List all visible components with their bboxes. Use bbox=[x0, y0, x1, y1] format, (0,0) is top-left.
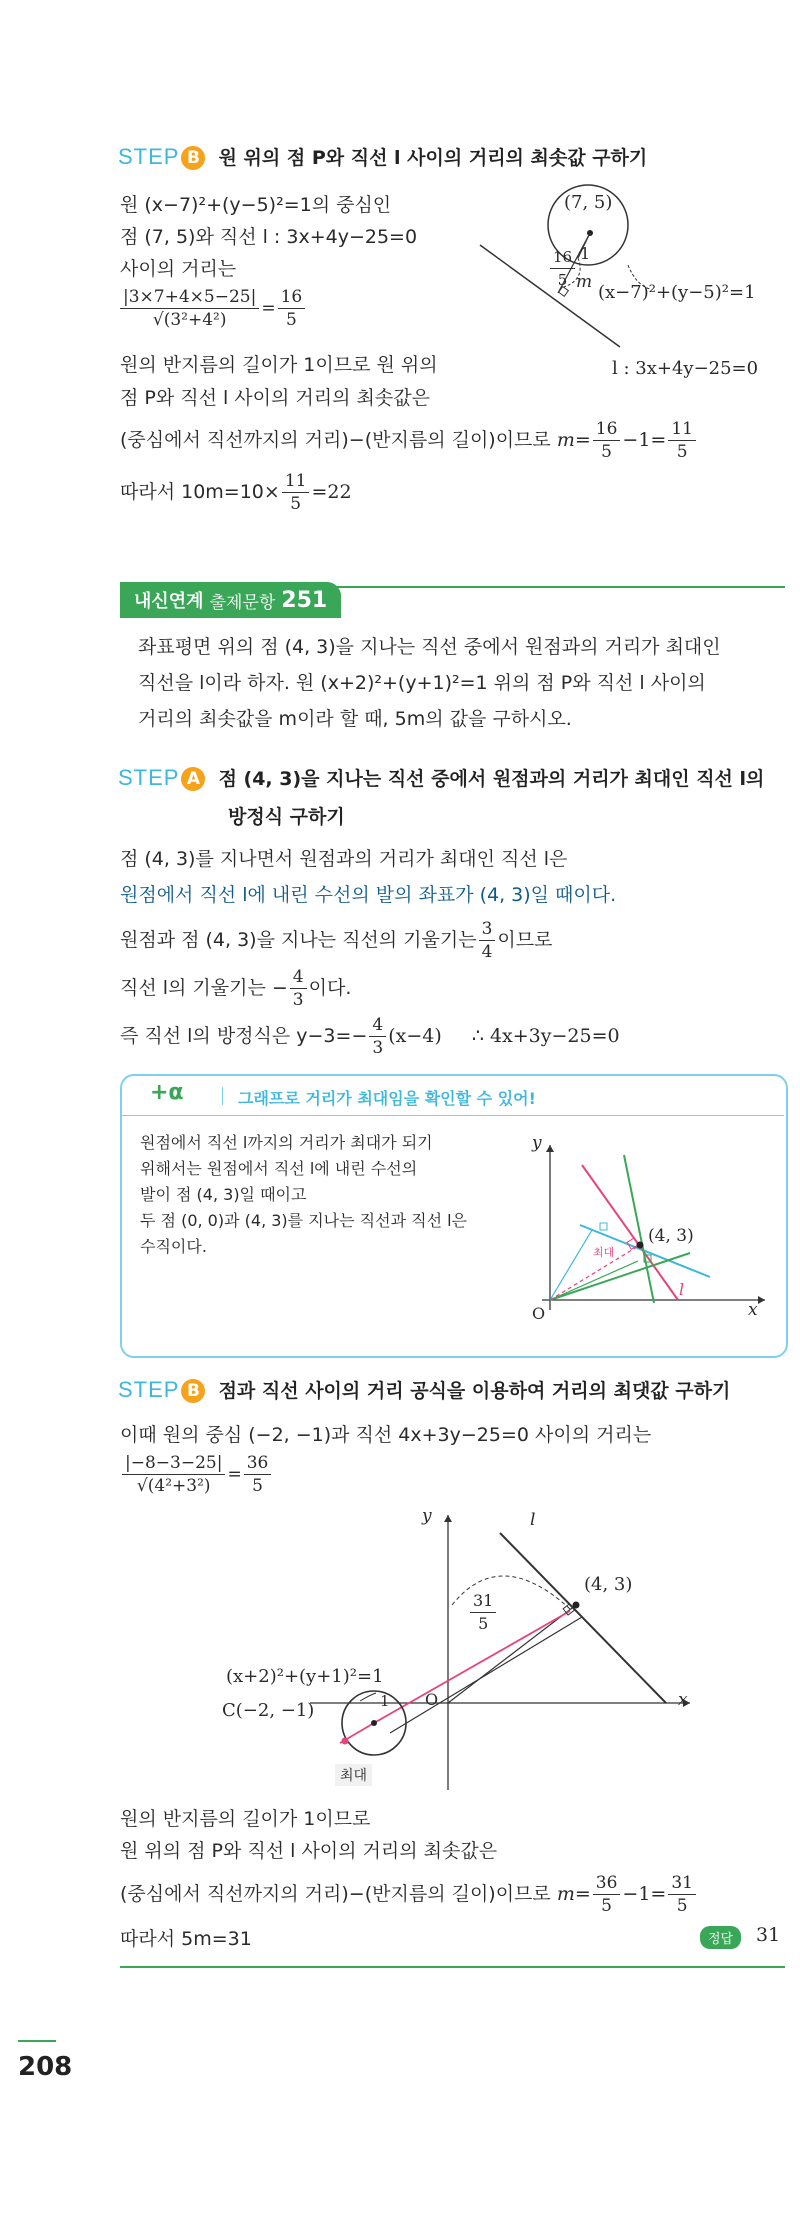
step-letter-badge: A bbox=[181, 767, 205, 791]
y-axis-arrow bbox=[546, 1145, 554, 1152]
line7-text: (중심에서 직선까지의 거리)−(반지름의 길이)이므로 bbox=[120, 429, 551, 451]
line5-expr: (x−4) bbox=[388, 1025, 442, 1047]
frac-num: 11 bbox=[282, 470, 310, 493]
fig1-dist-den: 5 bbox=[557, 271, 568, 289]
tip-line4: 두 점 (0, 0)과 (4, 3)를 지나는 직선과 직선 l은 bbox=[140, 1211, 468, 1230]
figure-circle-line-2 bbox=[300, 1505, 700, 1805]
fig3-point-label: (4, 3) bbox=[584, 1574, 633, 1595]
mid-expr: −1= bbox=[622, 429, 667, 451]
formula-numerator: |3×7+4×5−25| bbox=[120, 286, 259, 309]
fig3-circle-eq: (x+2)²+(y+1)²=1 bbox=[226, 1666, 384, 1687]
fig3-distance-label bbox=[468, 1590, 498, 1635]
step-b2-line2: 원의 반지름의 길이가 1이므로 bbox=[120, 1808, 371, 1830]
step-a-line5 bbox=[120, 1014, 620, 1059]
fig3-l-label: l bbox=[530, 1510, 536, 1530]
problem-line1: 좌표평면 위의 점 (4, 3)을 지나는 직선 중에서 원점과의 거리가 최대인 bbox=[138, 636, 721, 658]
tip-figure bbox=[520, 1125, 770, 1340]
line3-suffix: 이므로 bbox=[497, 929, 553, 951]
frac1-num: 36 bbox=[593, 1872, 621, 1895]
fig1-center-label: (7, 5) bbox=[564, 192, 613, 213]
step-label: STEP bbox=[118, 144, 180, 169]
fig3-x-label: x bbox=[678, 1690, 688, 1710]
formula-denominator: √(3²+4²) bbox=[152, 310, 227, 330]
formula-numerator: |−8−3−25| bbox=[122, 1452, 225, 1475]
tip-fig-x-label: x bbox=[748, 1300, 758, 1320]
tip-line2: 위해서는 원점에서 직선 l에 내린 수선의 bbox=[140, 1159, 418, 1178]
step-a-line1: 점 (4, 3)를 지나면서 원점과의 거리가 최대인 직선 l은 bbox=[120, 848, 568, 870]
step-b1-line3: 사이의 거리는 bbox=[120, 258, 237, 280]
fig3-dist-den: 5 bbox=[478, 1614, 489, 1633]
fig3-origin: O bbox=[425, 1690, 439, 1709]
tip-title: 그래프로 거리가 최대임을 확인할 수 있어! bbox=[238, 1089, 536, 1108]
step-b1-line1: 원 (x−7)²+(y−5)²=1의 중심인 bbox=[120, 194, 392, 216]
figure-circle-line-1 bbox=[460, 175, 780, 375]
tip-fig-y-label: y bbox=[532, 1133, 542, 1153]
dist-cyan bbox=[550, 1230, 592, 1300]
tip-fig-max-label: 최대 bbox=[593, 1246, 615, 1259]
frac-num: 3 bbox=[479, 918, 496, 941]
banner-number: 251 bbox=[281, 587, 328, 613]
step-label: STEP bbox=[118, 765, 180, 790]
right-angle-mark-cyan bbox=[600, 1223, 607, 1230]
step-b1-line5: 원의 반지름의 길이가 1이므로 원 위의 bbox=[120, 354, 438, 376]
step-a-heading-line2: 방정식 구하기 bbox=[228, 806, 345, 828]
line5-result: ∴ 4x+3y−25=0 bbox=[471, 1025, 620, 1047]
x-axis-arrow bbox=[758, 1296, 765, 1304]
line-l bbox=[500, 1533, 666, 1703]
mid-expr: −1= bbox=[622, 1883, 667, 1905]
point-4-3 bbox=[573, 1602, 580, 1609]
line-green-shallow bbox=[550, 1253, 690, 1300]
section-end-rule bbox=[120, 1966, 785, 1968]
frac-den: 3 bbox=[292, 990, 304, 1010]
page-number-rule bbox=[18, 2040, 56, 2042]
fig1-line-eq: l : 3x+4y−25=0 bbox=[612, 358, 759, 379]
step-a-line3 bbox=[120, 918, 552, 963]
fig3-dist-num: 31 bbox=[470, 1590, 496, 1613]
point-4-3 bbox=[637, 1242, 644, 1249]
line3-text: 원점과 점 (4, 3)을 지나는 직선의 기울기는 bbox=[120, 929, 477, 951]
fig1-circle-eq: (x−7)²+(y−5)²=1 bbox=[598, 282, 756, 303]
fig3-center-label: C(−2, −1) bbox=[222, 1700, 315, 1721]
y-axis-arrow bbox=[444, 1515, 452, 1522]
fig1-radius-label: 1 bbox=[580, 244, 591, 263]
step-b2-line3: 원 위의 점 P와 직선 l 사이의 거리의 최솟값은 bbox=[120, 1840, 498, 1862]
tip-line3: 발이 점 (4, 3)일 때이고 bbox=[140, 1185, 307, 1204]
tip-title-sep bbox=[222, 1087, 223, 1105]
step-b1-line6: 점 P와 직선 l 사이의 거리의 최솟값은 bbox=[120, 387, 430, 409]
eq-pointer bbox=[360, 1693, 376, 1701]
line8-result: =22 bbox=[311, 481, 352, 503]
tip-line5: 수직이다. bbox=[140, 1237, 207, 1256]
step-b1-line8 bbox=[120, 470, 352, 515]
line8-text: 따라서 10m=10× bbox=[120, 481, 280, 503]
circle-center-dot bbox=[371, 1720, 377, 1726]
step-label: STEP bbox=[118, 1377, 180, 1402]
frac-den: 3 bbox=[372, 1038, 384, 1058]
line4-suffix: 이다. bbox=[308, 977, 352, 999]
frac2-den: 5 bbox=[676, 442, 688, 462]
frac1-den: 5 bbox=[601, 1896, 612, 1916]
answer-value: 31 bbox=[756, 1924, 781, 1946]
frac-den: 4 bbox=[481, 942, 493, 962]
formula-denominator: √(4²+3²) bbox=[136, 1476, 211, 1496]
tip-header-divider bbox=[122, 1115, 784, 1116]
step-b2-line1: 이때 원의 중심 (−2, −1)과 직선 4x+3y−25=0 사이의 거리는 bbox=[120, 1424, 652, 1446]
formula-value-num: 16 bbox=[278, 286, 306, 309]
banner-tag: 내신연계 bbox=[134, 591, 204, 612]
tip-badge: +α bbox=[150, 1080, 184, 1105]
answer-badge: 정답 bbox=[700, 1926, 741, 1949]
step-b2-line5: 따라서 5m=31 bbox=[120, 1928, 252, 1950]
m-symbol: m= bbox=[556, 1883, 591, 1905]
step-b1-line2: 점 (7, 5)와 직선 l : 3x+4y−25=0 bbox=[120, 226, 418, 248]
tip-line1: 원점에서 직선 l까지의 거리가 최대가 되기 bbox=[140, 1133, 433, 1152]
line4-text: 직선 l의 기울기는 − bbox=[120, 977, 288, 999]
line5-text: 즉 직선 l의 방정식은 y−3=− bbox=[120, 1025, 368, 1047]
formula-value-num: 36 bbox=[244, 1452, 272, 1475]
frac1-num: 16 bbox=[593, 418, 621, 441]
fig1-m-label: m bbox=[576, 272, 593, 292]
formula-value-den: 5 bbox=[285, 310, 297, 330]
dist-green bbox=[550, 1261, 638, 1300]
formula-value-den: 5 bbox=[252, 1476, 263, 1496]
frac1-den: 5 bbox=[601, 442, 612, 462]
step-heading: 원 위의 점 P와 직선 l 사이의 거리의 최솟값 구하기 bbox=[218, 147, 648, 169]
step-letter-badge: B bbox=[181, 1379, 205, 1403]
step-b2-distance-formula: $\frac{|-8-3-25|}{\text{√(4²+3²)}}$ = $\frac{36}{5}$ bbox=[120, 1452, 273, 1497]
frac-num: 4 bbox=[290, 966, 307, 989]
step-heading: 점과 직선 사이의 거리 공식을 이용하여 거리의 최댓값 구하기 bbox=[218, 1380, 731, 1402]
m-symbol: m= bbox=[556, 429, 591, 451]
page-number: 208 bbox=[18, 2052, 73, 2082]
fig3-y-label: y bbox=[422, 1506, 432, 1526]
frac2-num: 11 bbox=[668, 418, 696, 441]
max-point-dot bbox=[342, 1738, 349, 1745]
frac-num: 4 bbox=[369, 1014, 386, 1037]
frac2-den: 5 bbox=[676, 1896, 688, 1916]
frac-den: 5 bbox=[290, 494, 302, 514]
fig3-max-label: 최대 bbox=[335, 1764, 372, 1786]
fig3-radius-label: 1 bbox=[380, 1692, 390, 1710]
fig1-dist-num: 16 bbox=[550, 246, 575, 269]
tip-fig-point-label: (4, 3) bbox=[648, 1226, 694, 1246]
step-b2-line4 bbox=[120, 1872, 698, 1917]
step-a-line4 bbox=[120, 966, 351, 1011]
step-b2-header bbox=[118, 1376, 730, 1403]
line4-text: (중심에서 직선까지의 거리)−(반지름의 길이)이므로 bbox=[120, 1883, 551, 1905]
problem-line2: 직선을 l이라 하자. 원 (x+2)²+(y+1)²=1 위의 점 P와 직선 l 사이의 bbox=[138, 672, 706, 694]
step-a-line2: 원점에서 직선 l에 내린 수선의 발의 좌표가 (4, 3)일 때이다. bbox=[120, 884, 617, 906]
problem-line3: 거리의 최솟값을 m이라 할 때, 5m의 값을 구하시오. bbox=[138, 708, 572, 730]
step-heading: 점 (4, 3)을 지나는 직선 중에서 원점과의 거리가 최대인 직선 l의 bbox=[218, 768, 765, 790]
tip-fig-l-label: l bbox=[679, 1280, 685, 1299]
problem-banner bbox=[120, 582, 341, 618]
frac2-num: 31 bbox=[668, 1872, 696, 1895]
step-b1-line7 bbox=[120, 418, 698, 463]
step-letter-badge: B bbox=[181, 146, 205, 170]
step-b1-distance-formula: $\frac{|3\times 7+4\times 5-25|}{\text{√(3²+4²)}}$ = $\frac{16}{5}$ bbox=[118, 286, 307, 331]
step-b1-header bbox=[118, 143, 647, 170]
fig1-distance-label bbox=[548, 246, 577, 291]
step-a-header bbox=[118, 764, 764, 791]
tip-fig-origin: O bbox=[532, 1304, 546, 1323]
banner-text: 출제문항 bbox=[209, 592, 276, 613]
